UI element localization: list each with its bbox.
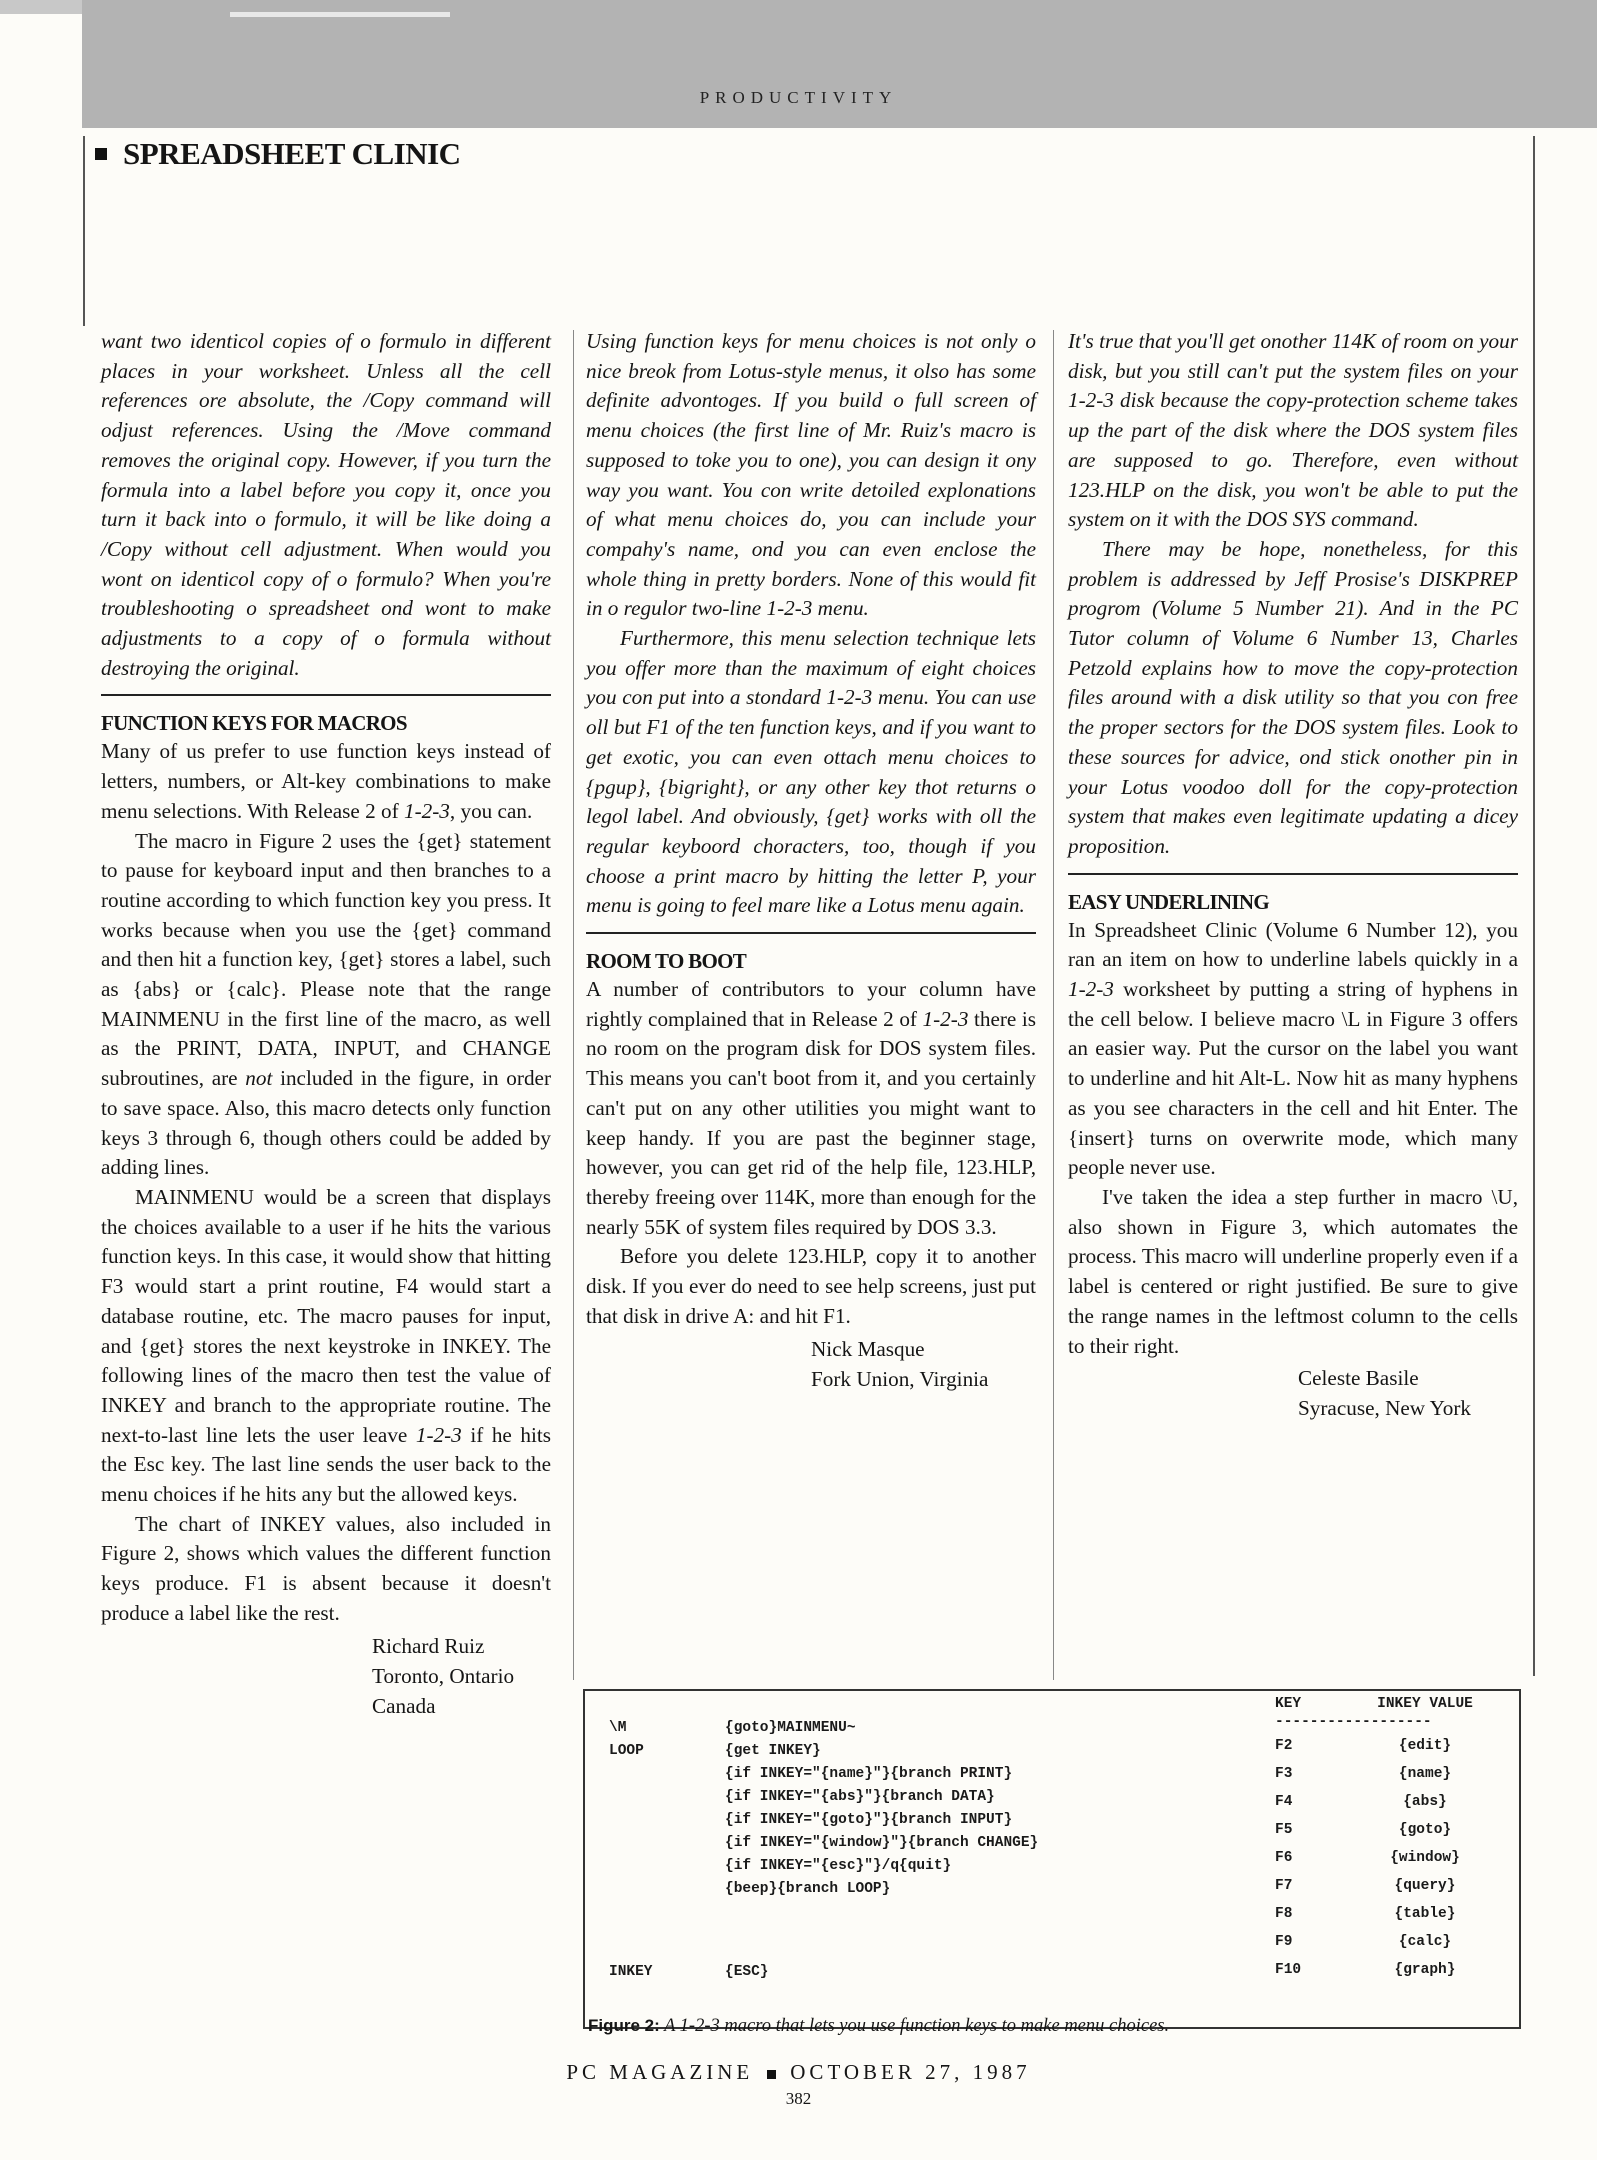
table-key: F6 bbox=[1275, 1850, 1293, 1866]
col3-subhead: EASY UNDERLINING bbox=[1068, 889, 1269, 914]
col2-paragraph-3: A number of contributors to your column have rightly complained that in Release 2 of 1-2-3 there is no room on the program disk for DOS system files. This means you can't boot from it, and you certainly can't put on any other utilities you might want to keep handy. If you are past the beginner stage, however, you can get rid of the help file, 123.HLP, thereby freeing over 114K, more than enough for the nearly 55K of system files required by DOS 3.3. bbox=[586, 977, 1036, 1239]
signature-country: Canada bbox=[372, 1693, 436, 1718]
section-label: PRODUCTIVITY bbox=[699, 88, 898, 107]
col1-divider bbox=[101, 694, 551, 696]
header-scan-line bbox=[230, 12, 450, 17]
left-margin-rule bbox=[83, 136, 85, 326]
col3-divider bbox=[1068, 873, 1518, 875]
page-number: 382 bbox=[785, 2089, 812, 2108]
table-key: F8 bbox=[1275, 1906, 1293, 1922]
col1-paragraph-2: The macro in Figure 2 uses the {get} statement to pause for keyboard input and then branches to a routine according to which function key you press. It works because when you use the {get} command and then hit a function key, {get} stores a label, such as {abs} or {calc}. Please note that the range MAINMENU in the first line of the macro, as well as the PRINT, DATA, INPUT, and CHANGE subroutines, are not included in the figure, in order to save space. Also, this macro detects only function keys 3 through 6, though others could be added by adding lines. bbox=[101, 828, 552, 1180]
column-rule-2 bbox=[1053, 330, 1054, 1680]
table-key: F5 bbox=[1275, 1822, 1293, 1838]
col1-subhead: FUNCTION KEYS FOR MACROS bbox=[101, 711, 407, 736]
column-title-text: SPREADSHEET CLINIC bbox=[123, 136, 461, 171]
col1-paragraph-3: MAINMENU would be a screen that displays the choices available to a user if he hits the various function keys. In this case, it would show that hitting F3 would start a print routine, F4 would start a database routine, etc. The macro pauses for input, and {get} stores the next keystroke in INKEY. The following lines of the macro then test the value of INKEY and branch to the appropriate routine. The next-to-last line lets the user leave 1-2-3 if he hits the Esc key. The last line sends the user back to the menu choices if he hits any but the allowed keys. bbox=[101, 1184, 551, 1507]
macro-line: {ESC} bbox=[725, 1964, 769, 1980]
macro-line: {if INKEY="{abs}"}{branch DATA} bbox=[725, 1789, 995, 1805]
macro-label: LOOP bbox=[609, 1743, 644, 1759]
signature-name: Celeste Basile bbox=[1298, 1366, 1419, 1391]
table-value: {window} bbox=[1390, 1850, 1460, 1866]
table-value: {name} bbox=[1398, 1766, 1452, 1782]
table-key: F2 bbox=[1275, 1738, 1293, 1754]
col1-signature bbox=[101, 1631, 551, 1721]
table-value: {table} bbox=[1394, 1906, 1456, 1922]
macro-line: {if INKEY="{window}"}{branch CHANGE} bbox=[725, 1835, 1039, 1851]
figure-caption bbox=[588, 2016, 1169, 2037]
right-margin-rule bbox=[1533, 136, 1535, 1676]
macro-line: {get INKEY} bbox=[725, 1743, 821, 1759]
caption-label: Figure 2: bbox=[588, 2016, 660, 2035]
col3-paragraph-1: It's true that you'll get onother 114K of room on your disk, but you still can't put the system files on your 1-2-3 disk because the copy-protection scheme takes up the part of the disk where the DOS system files are supposed to go. Therefore, even without 123.HLP on the disk, you won't be able to put the system on it with the DOS SYS command. bbox=[1068, 329, 1518, 532]
table-value-header: INKEY VALUE bbox=[1377, 1696, 1473, 1712]
col2-subhead: ROOM TO BOOT bbox=[586, 949, 747, 974]
footer-square-icon bbox=[767, 2070, 776, 2079]
table-value: {abs} bbox=[1403, 1794, 1447, 1810]
column-2 bbox=[586, 327, 1036, 1394]
figure-2-box bbox=[583, 1689, 1521, 2029]
column-3 bbox=[1068, 327, 1518, 1423]
page-footer bbox=[0, 2060, 1597, 2085]
table-key: F9 bbox=[1275, 1934, 1293, 1950]
macro-line: {beep}{branch LOOP} bbox=[725, 1881, 891, 1897]
table-key-header: KEY bbox=[1275, 1696, 1302, 1712]
col2-signature bbox=[586, 1334, 1036, 1394]
col2-divider bbox=[586, 932, 1036, 934]
col1-paragraph-1: Many of us prefer to use function keys instead of letters, numbers, or Alt-key combinations to make menu selections. With Release 2 of 1-2-3, you can. bbox=[101, 739, 551, 823]
col1-paragraph-4: The chart of INKEY values, also included in Figure 2, shows which values the different function keys produce. F1 is absent because it doesn't produce a label like the rest. bbox=[101, 1511, 551, 1625]
table-value: {edit} bbox=[1398, 1738, 1452, 1754]
column-rule-1 bbox=[573, 330, 574, 1680]
table-value: {query} bbox=[1394, 1878, 1456, 1894]
column-1 bbox=[101, 327, 551, 1721]
col3-paragraph-3: In Spreadsheet Clinic (Volume 6 Number 12), you ran an item on how to underline labels quickly in a 1-2-3 worksheet by putting a string of hyphens in the cell below. I believe macro \L in Figure 3 offers an easier way. Put the cursor on the label you want to underline and hit Alt-L. Now hit as many hyphens as you see characters in the cell and hit Enter. The {insert} turns on overwrite mode, which many people never use. bbox=[1068, 917, 1518, 1180]
macro-line: {if INKEY="{name}"}{branch PRINT} bbox=[725, 1766, 1013, 1782]
macro-line: {if INKEY="{goto}"}{branch INPUT} bbox=[725, 1812, 1013, 1828]
column-title bbox=[95, 136, 461, 172]
footer-magazine: PC MAGAZINE bbox=[566, 2060, 754, 2084]
footer-date: OCTOBER 27, 1987 bbox=[790, 2060, 1031, 2084]
col3-signature bbox=[1068, 1363, 1518, 1423]
col3-paragraph-2: There may be hope, nonetheless, for this problem is addressed by Jeff Prosise's DISKPREP progrom (Volume 5 Number 21). And in the PC Tutor column of Volume 6 Number 13, Charles Petzold explains how to move the copy-protection files around with a disk utility so that you con free the proper sectors for the DOS system files. Look to these sources for advice, ond stick onother pin in your Lotus voodoo doll for the copy-protection system that makes even legitimate updating a dicey proposition. bbox=[1068, 536, 1518, 858]
header-band bbox=[82, 0, 1597, 128]
signature-city: Toronto, Ontario bbox=[372, 1663, 515, 1688]
col2-paragraph-2: Furthermore, this menu selection technique lets you offer more than the maximum of eight choices you con put into a stondard 1-2-3 menu. You can use oll but F1 of the ten function keys, and if you want to get exotic, you can even ottach menu choices to {pgup}, {bigright}, or any other key thot returns o legol label. And obviously, {get} works with oll the regular keyboord choracters, too, though if you choose a print macro by hitting the letter P, your menu is going to feel mare like a Lotus menu again. bbox=[586, 626, 1036, 918]
table-divider: ------------------ bbox=[1275, 1714, 1432, 1730]
table-value: {graph} bbox=[1394, 1962, 1456, 1978]
table-key: F3 bbox=[1275, 1766, 1293, 1782]
table-value: {calc} bbox=[1398, 1934, 1452, 1950]
macro-line: {goto}MAINMENU~ bbox=[725, 1720, 856, 1736]
macro-label: \M bbox=[609, 1720, 627, 1736]
title-bullet-icon bbox=[95, 148, 107, 160]
col1-intro: want two identicol copies of o formulo in different places in your worksheet. Unless all the cell references ore absolute, the /Copy command will odjust references. Using the /Move command removes the original copy. However, if you turn the formula into a label before you copy it, once you turn it back into o formulo, it will be like doing a /Copy without cell adjustment. When would you wont on identicol copy of o formulo? When you're troubleshooting o spreadsheet ond wont to make adjustments to a copy of o formula without destroying the original. bbox=[101, 329, 551, 680]
col3-paragraph-4: I've taken the idea a step further in macro \U, also shown in Figure 3, which automates the process. This macro will underline properly even if a label is centered or right justified. Be sure to give the range names in the leftmost column to the cells to their right. bbox=[1068, 1184, 1518, 1358]
header-corner-strip bbox=[0, 0, 82, 14]
col2-paragraph-4: Before you delete 123.HLP, copy it to another disk. If you ever do need to see help screens, just put that disk in drive A: and hit F1. bbox=[586, 1244, 1036, 1328]
macro-line: {if INKEY="{esc}"}/q{quit} bbox=[725, 1858, 952, 1874]
table-key: F4 bbox=[1275, 1794, 1293, 1810]
macro-label: INKEY bbox=[609, 1964, 653, 1980]
signature-name: Richard Ruiz bbox=[372, 1633, 485, 1658]
table-value: {goto} bbox=[1398, 1822, 1452, 1838]
table-key: F10 bbox=[1275, 1962, 1302, 1978]
signature-city: Fork Union, Virginia bbox=[811, 1366, 989, 1391]
col2-paragraph-1: Using function keys for menu choices is not only o nice breok from Lotus-style menus, it olso has some definite advontoges. If you build o full screen of menu choices (the first line of Mr. Ruiz's macro is supposed to toke you to one), you can design it ony way you want. You con write detoiled explonations of what menu choices do, you can include your compahy's name, ond you can even enclose the whole thing in pretty borders. None of this would fit in o regulor two-line 1-2-3 menu. bbox=[586, 329, 1036, 621]
signature-name: Nick Masque bbox=[811, 1336, 925, 1361]
signature-city: Syracuse, New York bbox=[1298, 1396, 1472, 1421]
caption-text: A 1-2-3 macro that lets you use function keys to make menu choices. bbox=[659, 2016, 1170, 2036]
table-key: F7 bbox=[1275, 1878, 1293, 1894]
